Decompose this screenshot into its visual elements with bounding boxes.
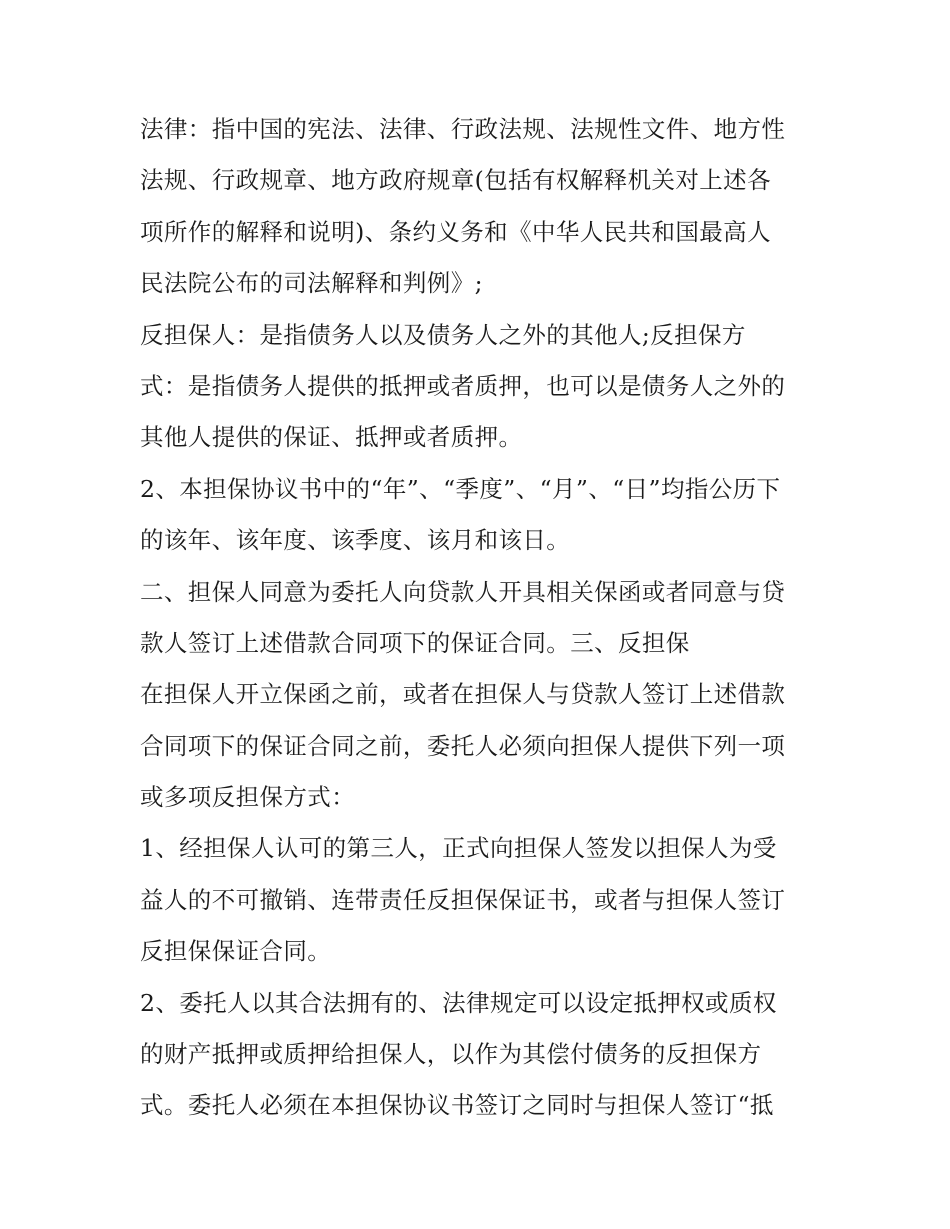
text-line: 2、本担保协议书中的“年”、“季度”、“月”、“日”均指公历下 (140, 474, 781, 503)
text-line: 或多项反担保方式： (140, 783, 356, 812)
text-line: 其他人提供的保证、抵押或者质押。 (140, 423, 523, 452)
text-line: 民法院公布的司法解释和判例》; (140, 269, 483, 298)
text-line: 合同项下的保证合同之前，委托人必须向担保人提供下列一项 (140, 731, 786, 760)
text-line: 法律：指中国的宪法、法律、行政法规、法规性文件、地方性 (140, 115, 786, 143)
text-line: 二、担保人同意为委托人向贷款人开具相关保函或者同意与贷 (140, 577, 786, 606)
text-line: 1、经担保人认可的第三人，正式向担保人签发以担保人为受 (140, 834, 777, 863)
text-line: 项所作的解释和说明)、条约义务和《中华人民共和国最高人 (140, 217, 771, 246)
text-line: 反担保人：是指债务人以及债务人之外的其他人;反担保方 (140, 320, 746, 349)
text-line: 法规、行政规章、地方政府规章(包括有权解释机关对上述各 (140, 166, 771, 195)
text-line: 益人的不可撤销、连带责任反担保保证书，或者与担保人签订 (140, 885, 786, 914)
text-line: 的财产抵押或质押给担保人，以作为其偿付债务的反担保方 (140, 1040, 762, 1069)
document-body (140, 104, 820, 1132)
text-line: 2、委托人以其合法拥有的、法律规定可以设定抵押权或质权 (140, 988, 777, 1017)
text-line: 款人签订上述借款合同项下的保证合同。三、反担保 (140, 628, 690, 657)
text-line: 的该年、该年度、该季度、该月和该日。 (140, 526, 571, 555)
text-line: 式。委托人必须在本担保协议书签订之同时与担保人签订“抵 (140, 1091, 774, 1120)
text-line: 式：是指债务人提供的抵押或者质押，也可以是债务人之外的 (140, 371, 786, 400)
text-line: 在担保人开立保函之前，或者在担保人与贷款人签订上述借款 (140, 680, 786, 709)
text-line: 反担保保证合同。 (140, 937, 332, 966)
